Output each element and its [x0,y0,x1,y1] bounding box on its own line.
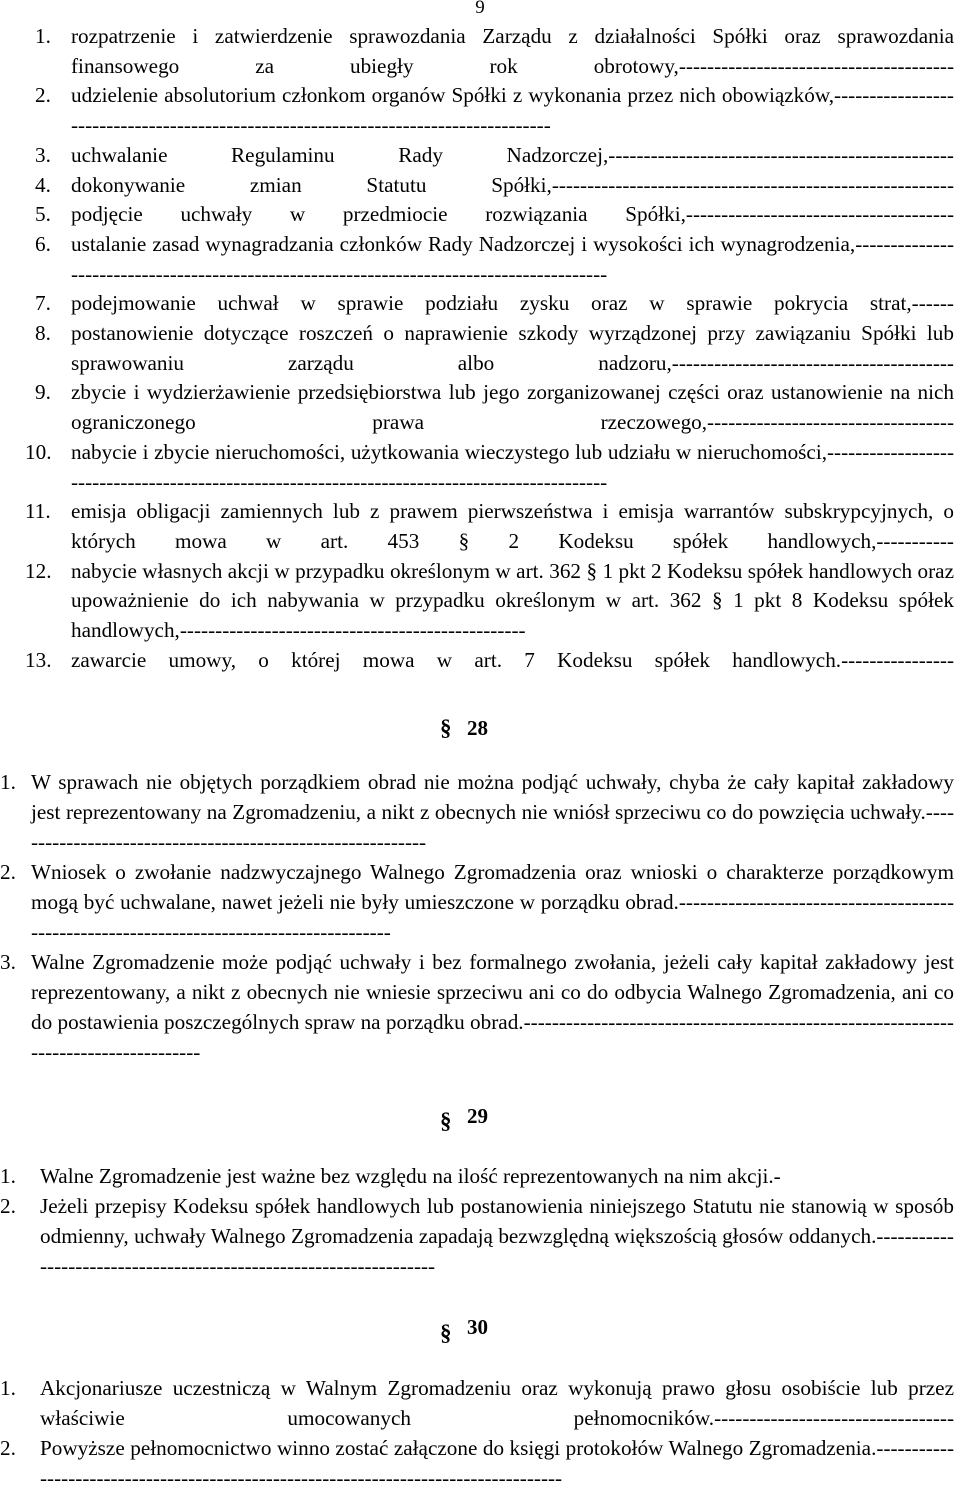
item-text: podejmowanie uchwał w sprawie podziału zysku oraz w sprawie pokrycia strat,------ [71,291,954,316]
item-number: 4. [35,172,51,197]
section-number: 28 [467,716,488,740]
list-item [0,230,960,289]
section-heading-30 [0,1310,960,1350]
item-text: nabycie własnych akcji w przypadku określonym w art. 362 § 1 pkt 2 Kodeksu spółek handlowych oraz upoważnienie do ich nabywania w przypadku określonym w art. 362 § 1 pkt 8 Kodeksu spółek handlowych,------------------------------------------------- [71,558,954,643]
item-text: Akcjonariusze uczestniczą w Walnym Zgromadzeniu oraz wykonują prawo głosu osobiście lub przez właściwie umocowanych pełnomocników.---------------------------------- [40,1376,954,1430]
list-item [0,947,960,1067]
item-number: 2. [0,1436,16,1460]
item-text: postanowienie dotyczące roszczeń o naprawienie szkody wyrządzonej przy zawiązaniu Spółki lub sprawowaniu zarządu albo nadzoru,---------------------------------------- [71,321,954,375]
item-number: 7. [35,291,51,316]
section-29-list [0,1161,960,1281]
item-text: Walne Zgromadzenie może podjąć uchwały i bez formalnego zwołania, jeżeli cały kapitał zakładowy jest reprezentowany, a nikt z obecnych nie wniesie sprzeciwu ani co do odbycia Walnego Zgromadzenia, ani co do postawienia poszczególnych spraw na porządku obrad.------------------------------------------------------------------------------------- [31,950,954,1064]
item-number: 11. [25,499,51,524]
item-number: 1. [0,770,16,794]
item-number: 6. [35,231,51,256]
item-text: ustalanie zasad wynagradzania członków Rady Nadzorczej i wysokości ich wynagrodzenia,------------------------------------------------------------------------------------------ [71,231,954,286]
list-item [0,767,960,857]
item-text: emisja obligacji zamiennych lub z prawem pierwszeństwa i emisja warrantów subskrypcyjnych, o których mowa w art. 453 § 2 Kodeksu spółek handlowych,----------- [71,499,954,553]
item-number: 2. [35,83,51,108]
item-number: 1. [0,1376,16,1400]
item-text: W sprawach nie objętych porządkiem obrad nie można podjąć uchwały, chyba że cały kapitał zakładowy jest reprezentowany na Zgromadzeniu, a nikt z obecnych nie wniósł sprzeciwu co do powzięcia uchwały.------------------------------------------------------------ [31,770,954,854]
item-text: dokonywanie zmian Statutu Spółki,--------------------------------------------------------- [71,172,954,197]
section-number: 29 [467,1104,488,1128]
section-number: 30 [467,1315,488,1339]
list-item [0,378,960,437]
list-item [0,857,960,947]
list-item [0,646,960,676]
list-item [0,1161,960,1191]
section-28-list [0,767,960,1067]
list-item [0,1433,960,1493]
list-item [0,141,960,171]
list-item [0,200,960,230]
list-item [0,497,960,556]
competence-list [0,22,960,675]
page-number: 9 [475,0,485,18]
item-text: Powyższe pełnomocnictwo winno zostać załączone do księgi protokołów Walnego Zgromadzenia.------------------------------------------------------------------------------------- [40,1436,954,1490]
list-item [0,438,960,497]
item-text: podjęcie uchwały w przedmiocie rozwiązania Spółki,-------------------------------------- [71,202,954,227]
item-number: 3. [35,142,51,167]
item-text: udzielenie absolutorium członkom organów Spółki z wykonania przez nich obowiązków,------------------------------------------------------------------------------------- [71,83,954,138]
section-symbol: § [440,1320,452,1345]
item-text: nabycie i zbycie nieruchomości, użytkowania wieczystego lub udziału w nieruchomości,---------------------------------------------------------------------------------------------- [71,439,954,494]
section-30-list [0,1373,960,1493]
item-text: zbycie i wydzierżawienie przedsiębiorstwa lub jego zorganizowanej części oraz ustanowienie na nich ograniczonego prawa rzeczowego,----------------------------------- [71,380,954,435]
item-number: 13. [25,647,52,672]
list-item [0,557,960,646]
item-text: rozpatrzenie i zatwierdzenie sprawozdania Zarządu z działalności Spółki oraz sprawozdania finansowego za ubiegły rok obrotowy,--------------------------------------- [71,24,954,78]
item-number: 3. [0,950,16,974]
list-item [0,1373,960,1433]
item-text: zawarcie umowy, o której mowa w art. 7 Kodeksu spółek handlowych.---------------- [71,647,954,672]
list-item [0,289,960,319]
item-text: Jeżeli przepisy Kodeksu spółek handlowych lub postanowienia niniejszego Statutu nie stanowią w sposób odmienny, uchwały Walnego Zgromadzenia zapadają bezwzględną większością głosów oddanych.------------------------------------------------------------------- [40,1194,954,1278]
item-number: 9. [35,380,51,405]
item-number: 10. [25,439,52,464]
section-heading-29 [0,1098,960,1138]
list-item [0,22,960,81]
item-number: 1. [0,1164,16,1188]
item-text: uchwalanie Regulaminu Rady Nadzorczej,------------------------------------------------- [71,142,954,167]
section-heading-28 [0,705,960,745]
section-symbol: § [440,1108,452,1133]
item-number: 2. [0,860,16,884]
list-item [0,1191,960,1281]
item-number: 1. [35,24,51,48]
item-number: 2. [0,1194,16,1218]
item-number: 5. [35,202,51,227]
item-text: Walne Zgromadzenie jest ważne bez względu na ilość reprezentowanych na nim akcji.- [40,1164,781,1188]
list-item [0,81,960,140]
list-item [0,319,960,378]
section-symbol: § [440,715,452,740]
item-text: Wniosek o zwołanie nadzwyczajnego Walnego Zgromadzenia oraz wnioski o charakterze porządkowym mogą być uchwalane, nawet jeżeli nie były umieszczone w porządku obrad.------------------------------------------------------------------------------------------ [31,860,954,944]
item-number: 12. [25,558,52,583]
list-item [0,171,960,201]
item-number: 8. [35,321,51,346]
